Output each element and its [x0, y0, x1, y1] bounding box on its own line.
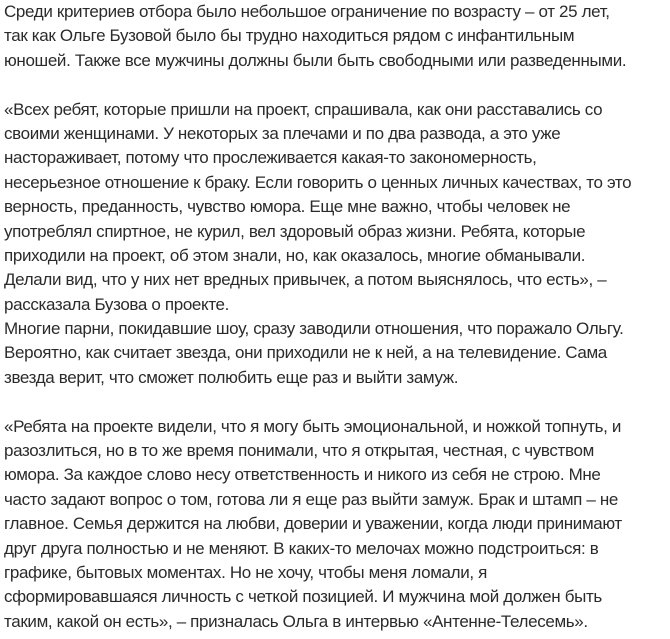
- text-line: главное. Семья держится на любви, доверии и уважении, когда люди принимают: [4, 514, 622, 534]
- paragraph: [4, 98, 670, 391]
- paragraph-gap: [4, 73, 670, 97]
- text-line: верность, преданность, чувство юмора. Еще мне важно, чтобы человек не: [4, 197, 571, 217]
- text-line: часто задают вопрос о том, готова ли я еще раз выйти замуж. Брак и штамп – не: [4, 489, 619, 509]
- text-line: несерьезное отношение к браку. Если говорить о ценных личных качествах, то это: [4, 172, 632, 192]
- text-line: Делали вид, что у них нет вредных привычек, а потом выяснялось, что есть», –: [4, 270, 607, 290]
- text-line: настораживает, потому что прослеживается какая-то закономерность,: [4, 148, 537, 168]
- text-line: графике, бытовых моментах. Но не хочу, чтобы меня ломали, я: [4, 562, 487, 582]
- text-line: так как Ольге Бузовой было бы трудно находиться рядом с инфантильным: [4, 26, 575, 46]
- text-line: своими женщинами. У некоторых за плечами и по два развода, а это уже: [4, 123, 561, 143]
- text-line: рассказала Бузова о проекте.: [4, 294, 230, 314]
- text-line: употреблял спиртное, не курил, вел здоровый образ жизни. Ребята, которые: [4, 221, 586, 241]
- text-line: «Всех ребят, которые пришли на проект, спрашивала, как они расставались со: [4, 99, 603, 119]
- text-line: Многие парни, покидавшие шоу, сразу заводили отношения, что поражало Ольгу.: [4, 319, 624, 339]
- text-line: сформировавшаяся личность с четкой позицией. И мужчина мой должен быть: [4, 587, 602, 607]
- text-line: приходили на проект, об этом знали, но, как оказалось, многие обманывали.: [4, 245, 586, 265]
- text-line: звезда верит, что сможет полюбить еще раз и выйти замуж.: [4, 367, 459, 387]
- text-line: «Ребята на проекте видели, что я могу быть эмоциональной, и ножкой топнуть, и: [4, 416, 622, 436]
- paragraph: [4, 0, 670, 73]
- text-line: таким, какой он есть», – призналась Ольга в интервью «Антенне-Телесемь».: [4, 611, 588, 631]
- text-line: Вероятно, как считает звезда, они приходили не к ней, а на телевидение. Сама: [4, 343, 607, 363]
- text-line: юмора. За каждое слово несу ответственность и никого из себя не строю. Мне: [4, 465, 601, 485]
- paragraph: [4, 415, 670, 635]
- text-line: Среди критериев отбора было небольшое ограничение по возрасту – от 25 лет,: [4, 2, 610, 21]
- paragraph-gap: [4, 390, 670, 414]
- text-line: друг друга полностью и не меняют. В каких-то мелочах можно подстроиться: в: [4, 538, 599, 558]
- text-line: юношей. Также все мужчины должны были быть свободными или разведенными.: [4, 50, 627, 70]
- text-line: разозлиться, но в то же время понимали, что я открытая, честная, с чувством: [4, 441, 594, 461]
